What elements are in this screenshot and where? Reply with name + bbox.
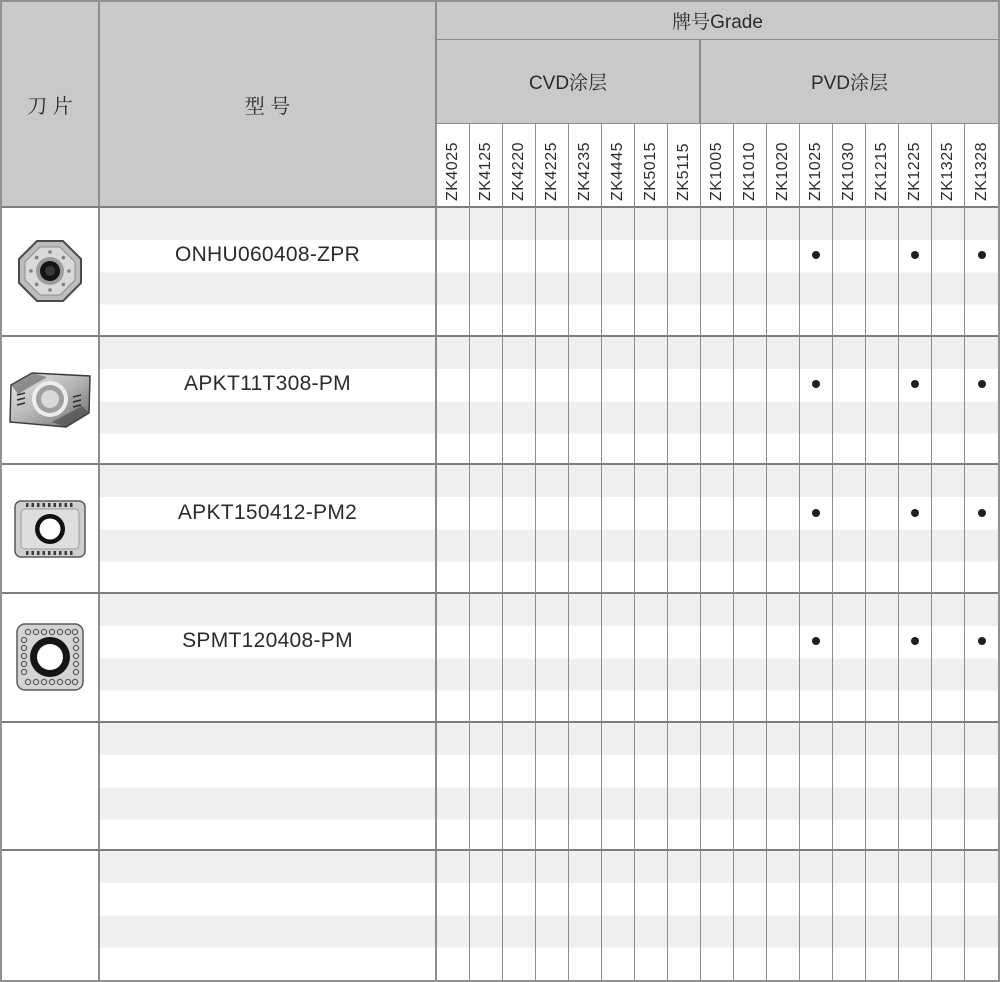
grade-cell-row2-zk4235 [569,337,602,466]
grade-column-label: ZK1328 [972,141,990,201]
model-header-label: 型 号 [244,95,291,118]
grade-cell-row1-zk4235 [569,208,602,337]
blade-image-cell-spmt120408 [2,594,100,723]
grade-cell-row5-zk1020 [767,723,800,852]
model-cell [100,723,437,852]
grade-column-label: ZK1325 [939,141,956,201]
grade-column-label: ZK4220 [510,141,527,201]
grade-cell-row6-zk4125 [470,851,503,980]
availability-dot [812,251,820,259]
grade-cell-row3-zk1020 [767,465,800,594]
grade-cell-row4-zk4125 [470,594,503,723]
model-label: SPMT120408-PM [182,629,353,653]
grade-cell-row6-zk4445 [602,851,635,980]
grade-cell-row4-zk1215 [866,594,899,723]
blade-image-cell-onhu060408 [2,208,100,337]
grade-column-header-zk1328 [965,124,998,208]
grade-cell-row3-zk4025 [437,465,470,594]
grade-column-header-zk1215 [866,124,899,208]
grade-cell-row4-zk1005 [701,594,734,723]
grade-cell-row5-zk4025 [437,723,470,852]
grade-cell-row4-zk4445 [602,594,635,723]
grade-cell-row3-zk1005 [701,465,734,594]
grade-column-header-zk1225 [899,124,932,208]
grade-cell-row1-zk1030 [833,208,866,337]
grade-cell-row6-zk4235 [569,851,602,980]
model-cell [100,208,437,337]
blade-image-cell-empty-2 [2,851,100,980]
model-cell [100,851,437,980]
grade-cell-row5-zk5015 [635,723,668,852]
grade-column-label: ZK1030 [840,141,857,201]
grade-cell-row3-zk1215 [866,465,899,594]
availability-dot [911,380,919,388]
grade-cell-row1-zk4025 [437,208,470,337]
grade-cell-row4-zk1325 [932,594,965,723]
grade-cell-row1-zk1328 [965,208,998,337]
grade-group-label: 牌号Grade [672,12,763,33]
grade-cell-row1-zk4125 [470,208,503,337]
grade-column-header-zk1025 [800,124,833,208]
grade-cell-row4-zk4235 [569,594,602,723]
grade-cell-row2-zk4445 [602,337,635,466]
grade-cell-row5-zk1225 [899,723,932,852]
grade-cell-row4-zk1025 [800,594,833,723]
grade-column-header-zk4220 [503,124,536,208]
grade-cell-row3-zk1225 [899,465,932,594]
blade-image-cell-apkt11t308 [2,337,100,466]
model-column-header [100,2,437,208]
model-label: APKT11T308-PM [184,371,351,395]
model-label: ONHU060408-ZPR [174,243,361,267]
grade-cell-row2-zk4220 [503,337,536,466]
grade-column-header-zk4025 [437,124,470,208]
grade-cell-row3-zk4225 [536,465,569,594]
grade-cell-row5-zk4445 [602,723,635,852]
grade-cell-row2-zk1325 [932,337,965,466]
grade-cell-row1-zk1010 [734,208,767,337]
grade-cell-row1-zk4225 [536,208,569,337]
grade-column-label: ZK4125 [477,141,494,201]
grade-cell-row1-zk1225 [899,208,932,337]
parallelogram-insert-icon [5,369,95,431]
grade-cell-row2-zk1030 [833,337,866,466]
grade-cell-row4-zk1328 [965,594,998,723]
grade-cell-row3-zk1010 [734,465,767,594]
availability-dot [911,637,919,645]
grade-cell-row5-zk5115 [668,723,701,852]
grade-cell-row2-zk1215 [866,337,899,466]
grade-cell-row2-zk4125 [470,337,503,466]
grade-cell-row1-zk5015 [635,208,668,337]
grade-cell-row1-zk1005 [701,208,734,337]
grade-column-header-zk4445 [602,124,635,208]
grade-cell-row3-zk4445 [602,465,635,594]
grade-cell-row3-zk1030 [833,465,866,594]
grade-cell-row5-zk1215 [866,723,899,852]
grade-column-header-zk5015 [635,124,668,208]
blade-image-cell-apkt150412 [2,465,100,594]
grade-column-label: ZK1225 [906,141,923,201]
availability-dot [911,509,919,517]
grade-cell-row6-zk4025 [437,851,470,980]
grade-column-label: ZK1005 [708,141,725,201]
blade-column-header [2,2,100,208]
grade-cell-row6-zk4225 [536,851,569,980]
grade-cell-row6-zk1010 [734,851,767,980]
cvd-coating-label: CVD涂层 [528,73,608,94]
grade-column-header-zk1010 [734,124,767,208]
grade-cell-row5-zk4125 [470,723,503,852]
grade-column-label: ZK5115 [675,143,692,201]
blade-header-label: 刀 片 [27,95,73,118]
model-cell [100,337,437,466]
grade-cell-row4-zk5015 [635,594,668,723]
grade-cell-row1-zk1215 [866,208,899,337]
grade-cell-row3-zk5015 [635,465,668,594]
grade-column-header-zk4125 [470,124,503,208]
grade-cell-row6-zk5115 [668,851,701,980]
grade-group-header [437,2,998,40]
pvd-coating-label: PVD涂层 [810,73,889,94]
grade-cell-row6-zk1020 [767,851,800,980]
grade-cell-row3-zk4220 [503,465,536,594]
grade-cell-row4-zk5115 [668,594,701,723]
grade-column-header-zk1030 [833,124,866,208]
grade-cell-row4-zk1030 [833,594,866,723]
grade-cell-row4-zk1010 [734,594,767,723]
grade-cell-row1-zk4220 [503,208,536,337]
grade-cell-row2-zk4025 [437,337,470,466]
grade-cell-row6-zk5015 [635,851,668,980]
grade-column-header-zk1005 [701,124,734,208]
grade-cell-row2-zk1020 [767,337,800,466]
availability-dot [812,637,820,645]
grade-cell-row3-zk1025 [800,465,833,594]
availability-dot [978,380,986,388]
model-cell [100,465,437,594]
grade-column-label: ZK4235 [576,141,593,201]
cvd-coating-header [437,40,701,124]
grade-column-label: ZK4025 [444,141,461,201]
grade-cell-row2-zk1025 [800,337,833,466]
grade-column-label: ZK5015 [642,141,659,201]
availability-dot [978,509,986,517]
availability-dot [911,251,919,259]
grade-column-header-zk4225 [536,124,569,208]
octagon-insert-icon [17,239,83,303]
grade-cell-row6-zk1005 [701,851,734,980]
grade-cell-row1-zk1020 [767,208,800,337]
grade-column-label: ZK4445 [609,141,626,201]
grade-column-header-zk1020 [767,124,800,208]
grade-cell-row4-zk4025 [437,594,470,723]
grade-cell-row5-zk1005 [701,723,734,852]
grade-column-header-zk4235 [569,124,602,208]
grade-cell-row1-zk4445 [602,208,635,337]
grade-cell-row4-zk4225 [536,594,569,723]
grade-cell-row2-zk1005 [701,337,734,466]
grade-cell-row3-zk4125 [470,465,503,594]
grade-column-header-zk5115 [668,124,701,208]
availability-dot [978,251,986,259]
grade-cell-row2-zk1328 [965,337,998,466]
grade-cell-row5-zk4220 [503,723,536,852]
grade-cell-row6-zk1030 [833,851,866,980]
grade-cell-row3-zk1328 [965,465,998,594]
grade-column-header-zk1325 [932,124,965,208]
grade-cell-row5-zk1010 [734,723,767,852]
grade-cell-row5-zk1325 [932,723,965,852]
grade-cell-row6-zk1325 [932,851,965,980]
grade-cell-row3-zk1325 [932,465,965,594]
grade-cell-row1-zk1025 [800,208,833,337]
rectangle-insert-icon [13,497,87,561]
grade-cell-row4-zk4220 [503,594,536,723]
grade-column-label: ZK4225 [543,141,560,201]
grade-cell-row5-zk4235 [569,723,602,852]
grade-cell-row1-zk1325 [932,208,965,337]
grade-column-label: ZK1010 [741,141,758,201]
grade-cell-row5-zk1025 [800,723,833,852]
availability-dot [812,509,820,517]
grade-cell-row5-zk1030 [833,723,866,852]
grade-cell-row3-zk5115 [668,465,701,594]
blade-image-cell-empty-1 [2,723,100,852]
model-label: APKT150412-PM2 [177,500,358,524]
grade-column-label: ZK1025 [807,141,824,201]
grade-cell-row2-zk5115 [668,337,701,466]
grade-cell-row4-zk1020 [767,594,800,723]
grade-cell-row2-zk5015 [635,337,668,466]
grade-cell-row5-zk4225 [536,723,569,852]
availability-dot [812,380,820,388]
grade-cell-row2-zk1010 [734,337,767,466]
grade-cell-row3-zk4235 [569,465,602,594]
pvd-coating-header [701,40,998,124]
grade-cell-row6-zk1225 [899,851,932,980]
grade-cell-row6-zk1328 [965,851,998,980]
grade-column-label: ZK1215 [873,141,890,201]
grade-column-label: ZK1020 [774,141,791,201]
square-insert-icon [14,620,86,694]
grade-cell-row2-zk1225 [899,337,932,466]
grade-cell-row6-zk4220 [503,851,536,980]
availability-dot [978,637,986,645]
grade-cell-row6-zk1025 [800,851,833,980]
grade-cell-row5-zk1328 [965,723,998,852]
grade-cell-row1-zk5115 [668,208,701,337]
grade-cell-row2-zk4225 [536,337,569,466]
grade-cell-row4-zk1225 [899,594,932,723]
grade-cell-row6-zk1215 [866,851,899,980]
model-cell [100,594,437,723]
